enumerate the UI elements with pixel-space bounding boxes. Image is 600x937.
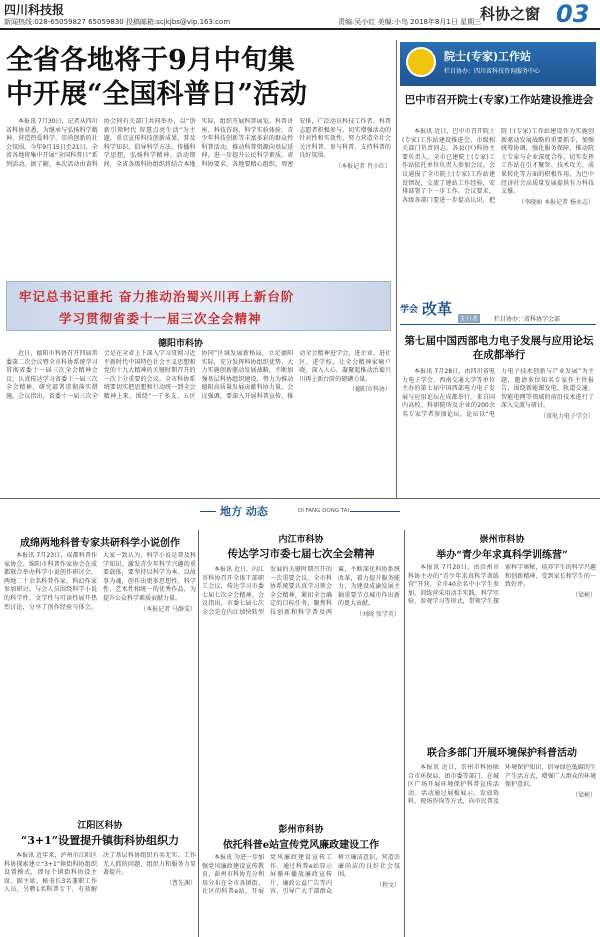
local-bar-line-right xyxy=(350,511,400,512)
academician-panel-title: 院士(专家)工作站 xyxy=(444,50,532,63)
section-rule xyxy=(0,498,600,499)
reform-panel xyxy=(400,300,596,326)
pengzhou-body xyxy=(202,854,400,934)
reform-label-small: 学会 xyxy=(400,305,419,315)
lianhe-body-text: 本报讯 近日，崇州市科协联合市环保局、团市委等部门，在城区广场开展环境保护科普宣传活动。活动通过展板展示、发放资料、现场咨询等方式，向市民普及环境保护知识，倡导绿色低碳的生产生活方式，增强广大群众的环境保护意识。 xyxy=(408,764,596,806)
reform-body-text: 本报讯 7月28日，由四川省电力电子学会、西南交通大学等单位主办的第七届中国西部电力电子发展与应用论坛在成都举行。来自国内高校、科研院所及企业的200余名专家学者参加论坛。论坛以“电力电子技术创新与产业发展”为主题，邀请多位知名专家作主旨报告，围绕新能源发电、轨道交通、智能电网等领域的前沿技术进行了深入交流与研讨。 xyxy=(402,368,594,418)
contact-line: 新闻热线:028-65059827 65059830 投稿邮箱:scjkjbs@vip.163.com xyxy=(4,18,231,26)
reform-sub: 栏目协办：省科协学会部 xyxy=(494,316,561,323)
chengdu-byline: （本报记者 马静雯） xyxy=(140,605,196,613)
local-news-bar xyxy=(200,503,400,519)
neijiang-byline: （刘晓 张学英） xyxy=(356,610,400,618)
lead-body xyxy=(6,118,391,278)
lead-headline-line2: 中开展“全国科普日”活动 xyxy=(6,79,308,110)
deyang-headline: 德阳市科协 xyxy=(158,339,204,349)
paper-name: 四川科技报 xyxy=(4,3,65,17)
lianhe-headline: 联合多部门开展环境保护科普活动 xyxy=(427,748,577,759)
banner-line2: 学习贯彻省委十一届三次全会精神 xyxy=(59,311,262,326)
chongzhou-byline: （梁桢） xyxy=(571,591,596,599)
reform-divider xyxy=(400,324,596,325)
deyang-body xyxy=(6,350,391,490)
academician-headline: 巴中市召开院士(专家)工作站建设推进会 xyxy=(404,94,594,106)
jiangyang-source: 江阳区科协 xyxy=(77,821,123,831)
academician-byline: （李晓丽 本报记者 杨永志） xyxy=(518,198,594,206)
jiangyang-byline: （曹先渊） xyxy=(165,879,196,887)
lianhe-body xyxy=(408,764,596,934)
pengzhou-source: 彭州市科协 xyxy=(278,825,324,835)
reform-badge: 先行者 xyxy=(460,316,479,323)
jiangyang-headline: “3+1”设置提升镇街科协组织力 xyxy=(20,834,180,847)
neijiang-body-text: 本报讯 近日，内江市科协召开全体干部职工会议，传达学习市委七届七次全会精神。会议指出，市委七届七次全会是在内江加快转型发展的关键时期召开的一次重要会议。全市科协系统要认真学习领会全会精神，紧扣全会确定的目标任务，聚焦科技创新和科学普及两翼，不断深化科协系统改革，着力提升服务能力，为建设成渝发展主轴重要节点城市作出新的更大贡献。 xyxy=(202,566,400,616)
neijiang-source: 内江市科协 xyxy=(278,535,324,545)
reform-body xyxy=(402,368,594,494)
theme-banner xyxy=(6,281,391,331)
lead-headline xyxy=(6,44,391,112)
lead-byline: （本报记者 肖小红） xyxy=(335,162,391,170)
local-news-en: DI FANG DONG TAI xyxy=(298,508,350,514)
pengzhou-byline: （程文） xyxy=(375,881,400,889)
column-rule-local-2 xyxy=(404,530,405,937)
chongzhou-body xyxy=(408,564,596,734)
chengdu-body-text: 本报讯 7月23日，成都科普作家协会、绵阳市科普作家协会在成都联合举办科学小说创作研讨会。两地二十余名科普作家、科幻作家参加研讨。与会人员围绕科学小说的科学性、文学性与可读性展开热烈讨论，分享了创作经验与体会。大家一致认为，科学小说是普及科学知识、激发青少年科学兴趣的重要载体，要坚持以科学为本、以故事为魂，创作出更多思想性、科学性、艺术性相统一的优秀作品，为提升公众科学素质贡献力量。 xyxy=(4,552,196,611)
chongzhou-body-text: 本报讯 7月20日，由崇州市科协主办的“青少年求真科学训练营”开营，全市40余名中小学生参加。训练营采用动手实践、科学实验、参观学习等形式，带领学生探索科学奥秘，培养学生的科学兴趣和创新精神，受到家长和学生的一致好评。 xyxy=(408,564,596,606)
deyang-byline: （德阳市科协） xyxy=(348,386,391,394)
section-title: 科协之窗 xyxy=(480,5,541,23)
column-rule-local-1 xyxy=(198,530,199,937)
neijiang-headline: 传达学习市委七届七次全会精神 xyxy=(227,548,375,560)
masthead xyxy=(0,0,600,30)
pengzhou-headline: 依托科普e站宣传党风廉政建设工作 xyxy=(222,840,380,851)
page-number: 03 xyxy=(556,0,590,28)
neijiang-body xyxy=(202,566,400,816)
local-news-title: 地方 动态 xyxy=(220,505,268,518)
column-rule-right xyxy=(396,40,397,498)
lianhe-byline: （梁桢） xyxy=(571,791,596,799)
reform-headline: 第七届中国西部电力电子发展与应用论坛在成都举行 xyxy=(404,335,594,361)
academician-body-text: 本报讯 近日，巴中市召开院士(专家)工作站建设推进会，市级相关部门负责同志，各县(区)科协主要负责人，全市已建院士(专家)工作站依托单位负责人参加会议。会议通报了全市院士(专家)工作站建设情况，交流了建站工作经验，安排部署了下一步工作。会议要求，各级各部门要进一步提高认识，把院士(专家)工作站建设作为实施创新驱动发展战略的重要抓手，加强统筹协调，强化服务保障，推动院士专家与企业深度合作，切实发挥工作站在引才聚智、技术攻关、成果转化等方面的积极作用，为巴中经济社会高质量发展提供有力科技支撑。 xyxy=(402,128,594,204)
academician-badge-icon xyxy=(406,47,436,77)
chongzhou-source: 崇州市科协 xyxy=(479,535,525,545)
reform-label-big: 改革 xyxy=(422,300,453,318)
academician-panel xyxy=(400,42,596,86)
jiangyang-body-text: 本报讯 近年来，泸州市江阳区科协探索建立“3+1”镇街科协组织设置模式，即每个镇街科协设主席、副主席、秘书长3名兼职工作人员，另聘1名科普专干，有效解决了基层科协组织有名无实、工作无人抓的问题，组织力和服务力显著提升。 xyxy=(4,852,196,894)
chengdu-body xyxy=(4,552,196,812)
pengzhou-body-text: 本报讯 为进一步加强党风廉政建设宣传教育，彭州市科协充分利用分布在全市各镇街、社区的科普e站，开展党风廉政建设宣传工作。通过科普e站显示屏循环播放廉政宣传片、廉政公益广告等内容，引导广大干部群众树立廉洁意识，营造崇廉尚洁的良好社会氛围。 xyxy=(202,854,400,896)
editors-line: 责编:吴小红 美编:小鸟 2018年8月1日 星期三 xyxy=(338,18,482,26)
lead-body-text: 本报讯 7月30日，记者从四川省科协获悉，为继承与弘扬科学精神，营造热爱科学、崇尚创新的社会氛围，今年9月15日至21日，全省各地将集中开展“全国科普日”系列活动。据了解，本次活动由省科协会同有关部门共同举办，以“创新引领时代 智慧点亮生活”为主题，重点宣传科技创新成果，普及科学知识，倡导科学方法，传播科学思想，弘扬科学精神。活动期间，全省各级科协组织将结合本地实际，组织开展科普展览、科普讲座、科技咨询、科学实验体验、青少年科技创新等丰富多彩的群众性科普活动，推动科普资源向基层延伸，进一步提升公民科学素质。省科协要求，各地要精心组织、周密安排，广泛动员科技工作者、科普志愿者积极参与，切实增强活动的针对性和实效性，努力营造全社会关注科普、参与科普、支持科普的良好氛围。 xyxy=(6,118,391,168)
jiangyang-body xyxy=(4,852,196,934)
lead-headline-line1: 全省各地将于9月中旬集 xyxy=(6,45,295,76)
chengdu-headline: 成绵两地科普专家共研科学小说创作 xyxy=(20,538,180,549)
academician-body xyxy=(402,128,594,292)
chongzhou-headline: 举办“青少年求真科学训练营” xyxy=(436,550,568,561)
banner-line1: 牢记总书记重托 奋力推动治蜀兴川再上新台阶 xyxy=(19,289,295,304)
reform-byline: （省电力电子学会） xyxy=(539,412,594,420)
deyang-body-text: 近日，德阳市科协召开四届常委第二次会议暨全市科协系统学习贯彻省委十一届三次全会精神会议，认真传达学习省委十一届三次全会精神，研究部署贯彻落实措施。会议指出，省委十一届三次全会是在全省上下深入学习贯彻习近平新时代中国特色社会主义思想和党的十九大精神的关键时期召开的一次十分重要的会议。全市科协系统要切实把思想和行动统一到全会精神上来，围绕“一干多支、五区协同”区域发展新格局，立足德阳实际，充分发挥科协组织优势，大力实施创新驱动发展战略，不断加强基层科协组织建设，努力为推动德阳高质量发展贡献科协力量。会议强调，要深入开展科普宣传，推动全会精神进学会、进企业、进社区、进学校，让全会精神家喻户晓、深入人心，凝聚起推动治蜀兴川再上新台阶的磅礴力量。 xyxy=(6,350,391,400)
local-bar-line-left xyxy=(200,511,216,512)
academician-panel-sub: 栏目协办：四川省科技咨询服务中心 xyxy=(444,68,541,75)
